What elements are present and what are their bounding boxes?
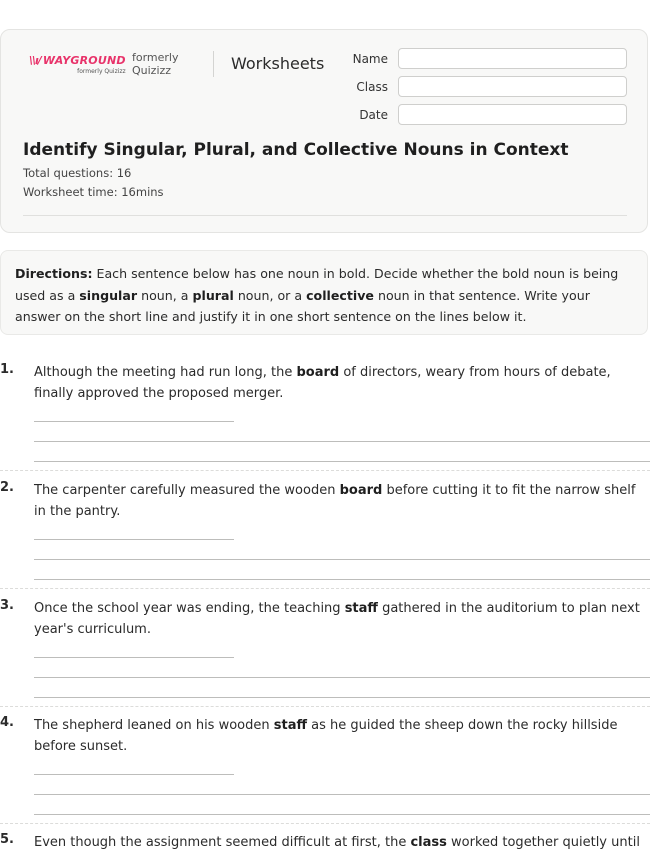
question-text bbox=[34, 715, 650, 757]
text-before: Although the meeting had run long, the bbox=[34, 365, 297, 380]
class-label: Class bbox=[356, 80, 388, 94]
question-separator bbox=[0, 706, 650, 707]
name-field[interactable] bbox=[398, 48, 627, 69]
logo-wordmark: WAYGROUND bbox=[42, 54, 126, 67]
directions-text: noun in that sentence. Write your answer on the short line and justify it in one short sentence on the lines below it. bbox=[15, 287, 590, 324]
directions-text: noun, or a bbox=[233, 287, 307, 303]
text-after: before cutting it to fit the narrow shelf in the pantry. bbox=[34, 483, 636, 519]
bold-noun: board bbox=[339, 483, 383, 498]
answer-line[interactable] bbox=[34, 774, 234, 775]
worksheet-title: Identify Singular, Plural, and Collective Nouns in Context bbox=[23, 140, 569, 160]
question-text bbox=[34, 362, 650, 404]
class-field[interactable] bbox=[398, 76, 627, 97]
bold-noun: board bbox=[296, 365, 340, 380]
header-rule bbox=[23, 215, 627, 216]
question-number: 4. bbox=[0, 715, 14, 730]
text-after: as he guided the sheep down the rocky hillside before sunset. bbox=[34, 718, 618, 754]
directions-box bbox=[0, 250, 648, 335]
header-divider bbox=[213, 51, 214, 77]
logo-subtitle: formerly Quizizz bbox=[77, 68, 126, 75]
answer-line[interactable] bbox=[34, 421, 234, 422]
question-separator bbox=[0, 470, 650, 471]
justification-line[interactable] bbox=[34, 814, 650, 815]
question-separator bbox=[0, 588, 650, 589]
formerly-note bbox=[132, 51, 179, 77]
text-before: Even though the assignment seemed difficult at first, the bbox=[34, 835, 411, 850]
bold-noun: staff bbox=[344, 601, 378, 616]
question-text bbox=[34, 598, 650, 640]
text-before: The carpenter carefully measured the wooden bbox=[34, 483, 340, 498]
wayground-logo bbox=[29, 54, 126, 75]
question-text bbox=[34, 832, 650, 853]
text-before: Once the school year was ending, the teaching bbox=[34, 601, 345, 616]
worksheets-label: Worksheets bbox=[231, 54, 325, 73]
text-after: worked together quietly until bbox=[446, 835, 640, 850]
formerly-line: formerly bbox=[132, 51, 179, 64]
answer-line[interactable] bbox=[34, 539, 234, 540]
justification-line[interactable] bbox=[34, 461, 650, 462]
term-plural: plural bbox=[192, 287, 234, 303]
answer-line[interactable] bbox=[34, 657, 234, 658]
question-number: 1. bbox=[0, 362, 14, 377]
justification-line[interactable] bbox=[34, 579, 650, 580]
date-label: Date bbox=[359, 108, 388, 122]
total-questions: Total questions: 16 bbox=[23, 166, 132, 180]
worksheet-header bbox=[0, 29, 648, 233]
bold-noun: class bbox=[410, 835, 447, 850]
quizizz-line: Quizizz bbox=[132, 64, 172, 77]
directions-text: Each sentence below has one noun in bold. Decide whether the bold noun is being used as a bbox=[15, 266, 619, 303]
bold-noun: staff bbox=[273, 718, 308, 733]
question-text bbox=[34, 480, 650, 522]
justification-line[interactable] bbox=[34, 794, 650, 795]
name-label: Name bbox=[352, 52, 388, 66]
question-number: 5. bbox=[0, 832, 14, 847]
question-5 bbox=[0, 832, 650, 850]
question-number: 2. bbox=[0, 480, 14, 495]
directions-text: noun, a bbox=[137, 287, 193, 303]
justification-line[interactable] bbox=[34, 441, 650, 442]
justification-line[interactable] bbox=[34, 559, 650, 560]
question-separator bbox=[0, 823, 650, 824]
worksheet-time: Worksheet time: 16mins bbox=[23, 185, 164, 199]
logo-icon: \\ı/ bbox=[29, 54, 41, 67]
question-number: 3. bbox=[0, 598, 14, 613]
justification-line[interactable] bbox=[34, 697, 650, 698]
directions-label: Directions: bbox=[15, 266, 93, 281]
text-after: of directors, weary from hours of debate, finally approved the proposed merger. bbox=[34, 365, 611, 401]
justification-line[interactable] bbox=[34, 677, 650, 678]
term-collective: collective bbox=[306, 287, 374, 303]
text-before: The shepherd leaned on his wooden bbox=[34, 718, 274, 733]
text-after: gathered in the auditorium to plan next year's curriculum. bbox=[34, 601, 640, 637]
term-singular: singular bbox=[79, 287, 138, 303]
date-field[interactable] bbox=[398, 104, 627, 125]
